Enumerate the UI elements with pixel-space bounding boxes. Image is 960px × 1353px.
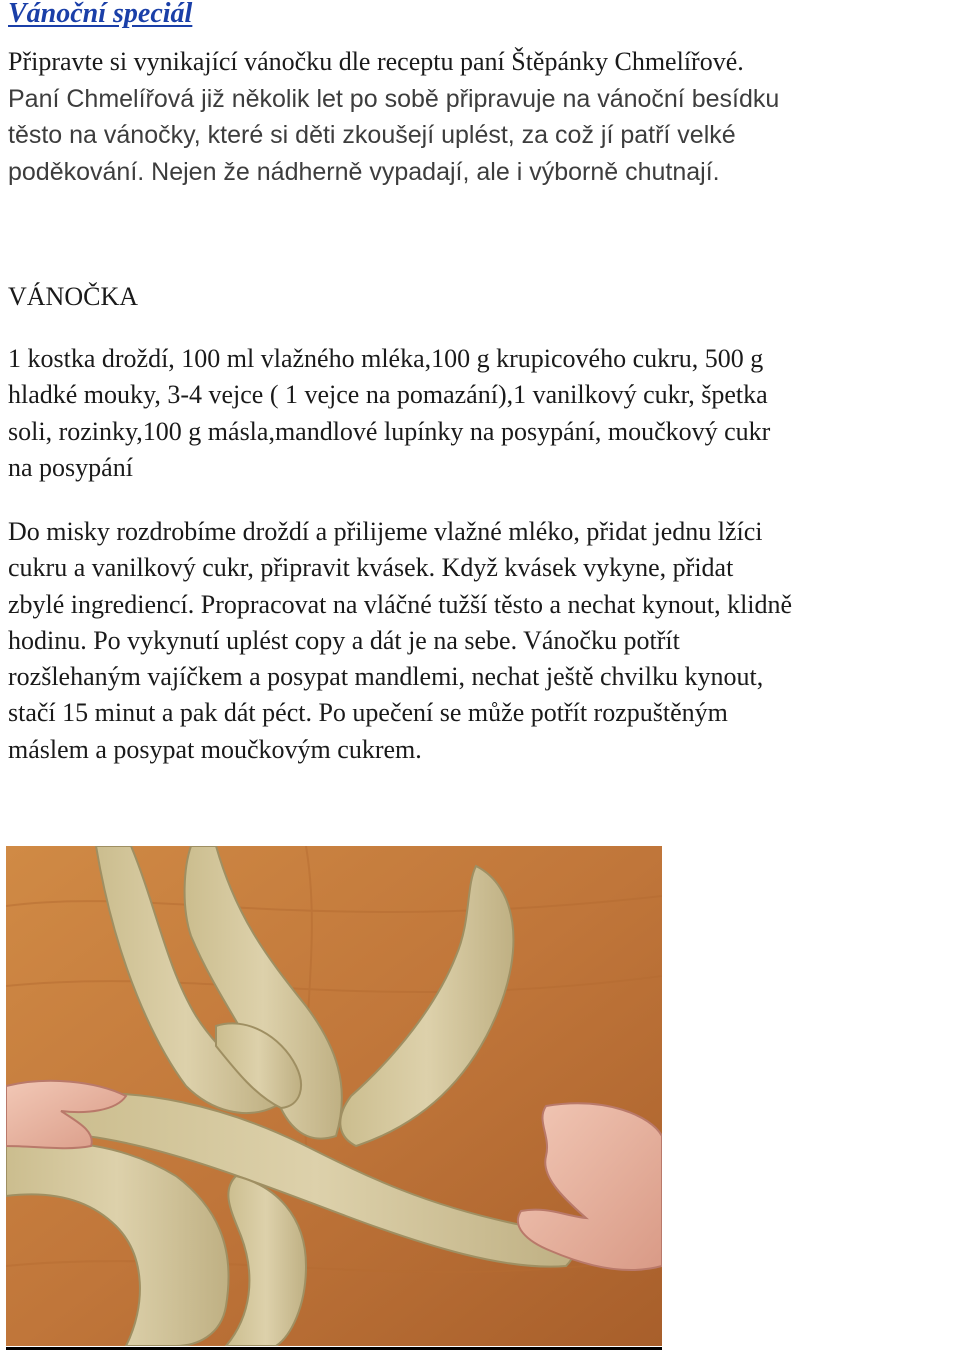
braided-dough-illustration [6, 846, 662, 1346]
braided-dough-photo [6, 846, 662, 1346]
intro-line: poděkování. Nejen že nádherně vypadají, ale i výborně chutnají. [8, 157, 720, 186]
instructions-line: cukru a vanilkový cukr, připravit kvásek. Když kvásek vykyne, přidat [8, 553, 734, 583]
intro-paragraph [8, 44, 953, 190]
bottom-rule [6, 1347, 662, 1350]
page-heading: Vánoční speciál [8, 0, 193, 29]
instructions-line: máslem a posypat moučkovým cukrem. [8, 734, 422, 764]
ingredients-line: hladké mouky, 3-4 vejce ( 1 vejce na pomazání),1 vanilkový cukr, špetka [8, 380, 768, 410]
instructions-line: rozšlehaným vajíčkem a posypat mandlemi, nechat ještě chvilku kynout, [8, 662, 764, 692]
instructions-line: hodinu. Po vykynutí uplést copy a dát je na sebe. Vánočku potřít [8, 625, 680, 655]
instructions-line: stačí 15 minut a pak dát péct. Po upečení se může potřít rozpuštěným [8, 698, 728, 728]
instructions-paragraph [8, 514, 953, 768]
intro-line: Připravte si vynikající vánočku dle receptu paní Štěpánky Chmelířové. [8, 47, 744, 76]
instructions-line: zbylé ingrediencí. Propracovat na vláčné tužší těsto a nechat kynout, klidně [8, 589, 793, 619]
intro-line: Paní Chmelířová již několik let po sobě připravuje na vánoční besídku [8, 84, 780, 113]
ingredients-paragraph [8, 341, 953, 486]
ingredients-line: 1 kostka droždí, 100 ml vlažného mléka,100 g krupicového cukru, 500 g [8, 344, 764, 373]
ingredients-line: na posypání [8, 452, 133, 482]
intro-line: těsto na vánočky, které si děti zkoušejí uplést, za což jí patří velké [8, 121, 736, 149]
recipe-title: VÁNOČKA [8, 282, 138, 311]
ingredients-line: soli, rozinky,100 g másla,mandlové lupínky na posypání, moučkový cukr [8, 416, 771, 446]
instructions-line: Do misky rozdrobíme droždí a přilijeme vlažné mléko, přidat jednu lžíci [8, 517, 763, 546]
